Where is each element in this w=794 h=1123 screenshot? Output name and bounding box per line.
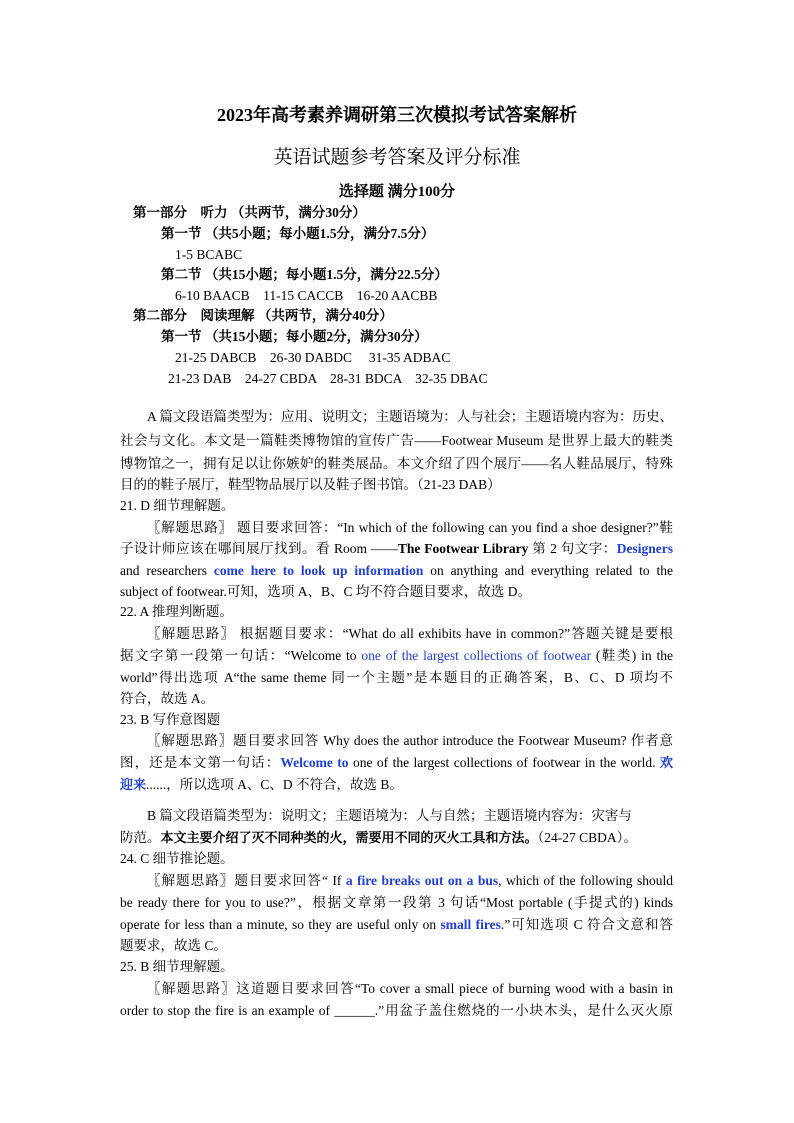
- q24-text: .”可知选项 C 符合文意和答: [500, 917, 673, 932]
- q24-text: 〖解题思路〗题目要求回答“ If: [147, 873, 346, 888]
- q22-highlight: one of the largest collections of footwear: [361, 648, 592, 663]
- q22-text: 据文字第一段第一句话：“Welcome to: [120, 648, 362, 663]
- q21-text: on anything and everything related to the: [423, 563, 673, 578]
- q21-explanation-line: [120, 560, 673, 582]
- q23-explanation-line: [120, 774, 403, 797]
- q21-heading: 21. D 细节理解题。: [120, 498, 235, 513]
- q22-explanation-line: 符合，故选 A。: [120, 691, 215, 706]
- q23-text: one of the largest collections of footwear in the world.: [348, 755, 660, 770]
- q24-text: operate for less than a minute, so they are useful only on: [120, 917, 441, 932]
- part1-section1-answers: 1-5 BCABC: [175, 247, 243, 262]
- q22-explanation-line: world”得出选项 A“the same theme 同一个主题”是本题目的正确答案，B、C、D 项均不: [120, 670, 673, 685]
- q21-explanation-line: subject of footwear.可知，选项 A、B、C 均不符合题目要求，故选 D。: [120, 584, 531, 599]
- q22-explanation-line: [120, 645, 673, 667]
- part2-section1-heading: 第一节 （共15小题；每小题2分，满分30分）: [161, 329, 428, 344]
- q21-explanation-line: [120, 538, 673, 560]
- q21-highlight: come here to look up information: [213, 563, 424, 578]
- q25-explanation-line: order to stop the fire is an example of ______.”用盆子盖住燃烧的一小块木头，是什么灭火原: [120, 1003, 673, 1018]
- part1-section2-answers: 6-10 BAACB 11-15 CACCB 16-20 AACBB: [175, 288, 438, 303]
- q21-text: 第 2 句文字：: [528, 541, 617, 556]
- document-subtitle: 英语试题参考答案及评分标准: [273, 146, 521, 168]
- q25-heading: 25. B 细节理解题。: [120, 959, 234, 974]
- passage-a-line: A 篇文段语篇类型为：应用、说明文；主题语境为：人与社会；主题语境内容为：历史、: [147, 409, 673, 424]
- part2-section1-answers-1: 21-25 DABCB 26-30 DABDC 31-35 ADBAC: [175, 350, 451, 365]
- passage-b-line: [120, 827, 637, 850]
- passage-b-text: 防范。: [120, 830, 161, 845]
- q21-explanation-line: 〖解题思路〗 题目要求回答：“In which of the following can you find a shoe designer?”鞋: [147, 520, 673, 535]
- q23-heading: 23. B 写作意图题: [120, 712, 221, 727]
- q24-explanation-line: [120, 914, 673, 936]
- q21-text: and researchers: [120, 563, 214, 578]
- q23-text: ......，所以选项 A、C、D 不符合，故选 B。: [146, 777, 403, 792]
- q23-text: 图，还是本文第一句话：: [120, 755, 281, 770]
- passage-b-line: B 篇文段语篇类型为：说明文；主题语境为：人与自然；主题语境内容为：灾害与: [147, 808, 632, 823]
- q24-explanation-line: be ready there for you to use?”，根据文章第一段第 3 句话“Most portable (手提式的) kinds: [120, 895, 673, 910]
- q22-text: (鞋类) in the: [591, 648, 673, 663]
- part1-section1-heading: 第一节 （共5小题；每小题1.5分，满分7.5分）: [161, 226, 435, 241]
- passage-a-line: 博物馆之一，拥有足以让你嫉妒的鞋类展品。本文介绍了四个展厅——名人鞋品展厅，特殊: [120, 456, 673, 471]
- q23-highlight: 迎来: [120, 778, 147, 793]
- part1-heading: 第一部分 听力 （共两节，满分30分）: [133, 205, 366, 220]
- document-title: 2023年高考素养调研第三次模拟考试答案解析: [217, 105, 577, 125]
- part2-heading: 第二部分 阅读理解 （共两节，满分40分）: [133, 308, 393, 323]
- q23-explanation-line: [120, 752, 673, 775]
- passage-a-line: 目的的鞋子展厅，鞋型物品展厅以及鞋子图书馆。（21-23 DAB）: [120, 477, 501, 492]
- q24-heading: 24. C 细节推论题。: [120, 851, 234, 866]
- q25-explanation-line: 〖解题思路〗这道题目要求回答“To cover a small piece of burning wood with a basin in: [147, 981, 673, 996]
- q22-explanation-line: 〖解题思路〗 根据题目要求：“What do all exhibits have in common?”答题关键是要根: [147, 626, 673, 641]
- passage-a-line: 社会与文化。本文是一篇鞋类博物馆的宣传广告——Footwear Museum 是世界上最大的鞋类: [120, 433, 673, 448]
- section-heading: 选择题 满分100分: [338, 184, 456, 200]
- q23-explanation-line: 〖解题思路〗题目要求回答 Why does the author introduce the Footwear Museum? 作者意: [147, 733, 673, 748]
- q21-text: 子设计师应该在哪间展厅找到。看 Room ——: [120, 541, 398, 556]
- passage-b-text: （24-27 CBDA）。: [537, 830, 637, 845]
- q21-highlight: Designers: [616, 541, 674, 556]
- q24-highlight: a fire breaks out on a bus: [345, 873, 499, 888]
- q21-room-name: The Footwear Library: [397, 541, 529, 556]
- passage-b-summary: 本文主要介绍了灭不同种类的火，需要用不同的灭火工具和方法。: [160, 831, 538, 846]
- q23-highlight: 欢: [660, 756, 674, 771]
- part1-section2-heading: 第二节 （共15小题；每小题1.5分，满分22.5分）: [161, 267, 448, 282]
- q23-highlight: Welcome to: [280, 755, 349, 770]
- q22-heading: 22. A 推理判断题。: [120, 604, 233, 619]
- part2-section1-answers-2: 21-23 DAB 24-27 CBDA 28-31 BDCA 32-35 DBAC: [168, 371, 488, 386]
- q24-explanation-line: 题要求，故选 C。: [120, 938, 227, 953]
- q24-highlight: small fires: [440, 917, 501, 932]
- q24-explanation-line: [147, 870, 673, 892]
- q24-text: , which of the following should: [498, 873, 674, 888]
